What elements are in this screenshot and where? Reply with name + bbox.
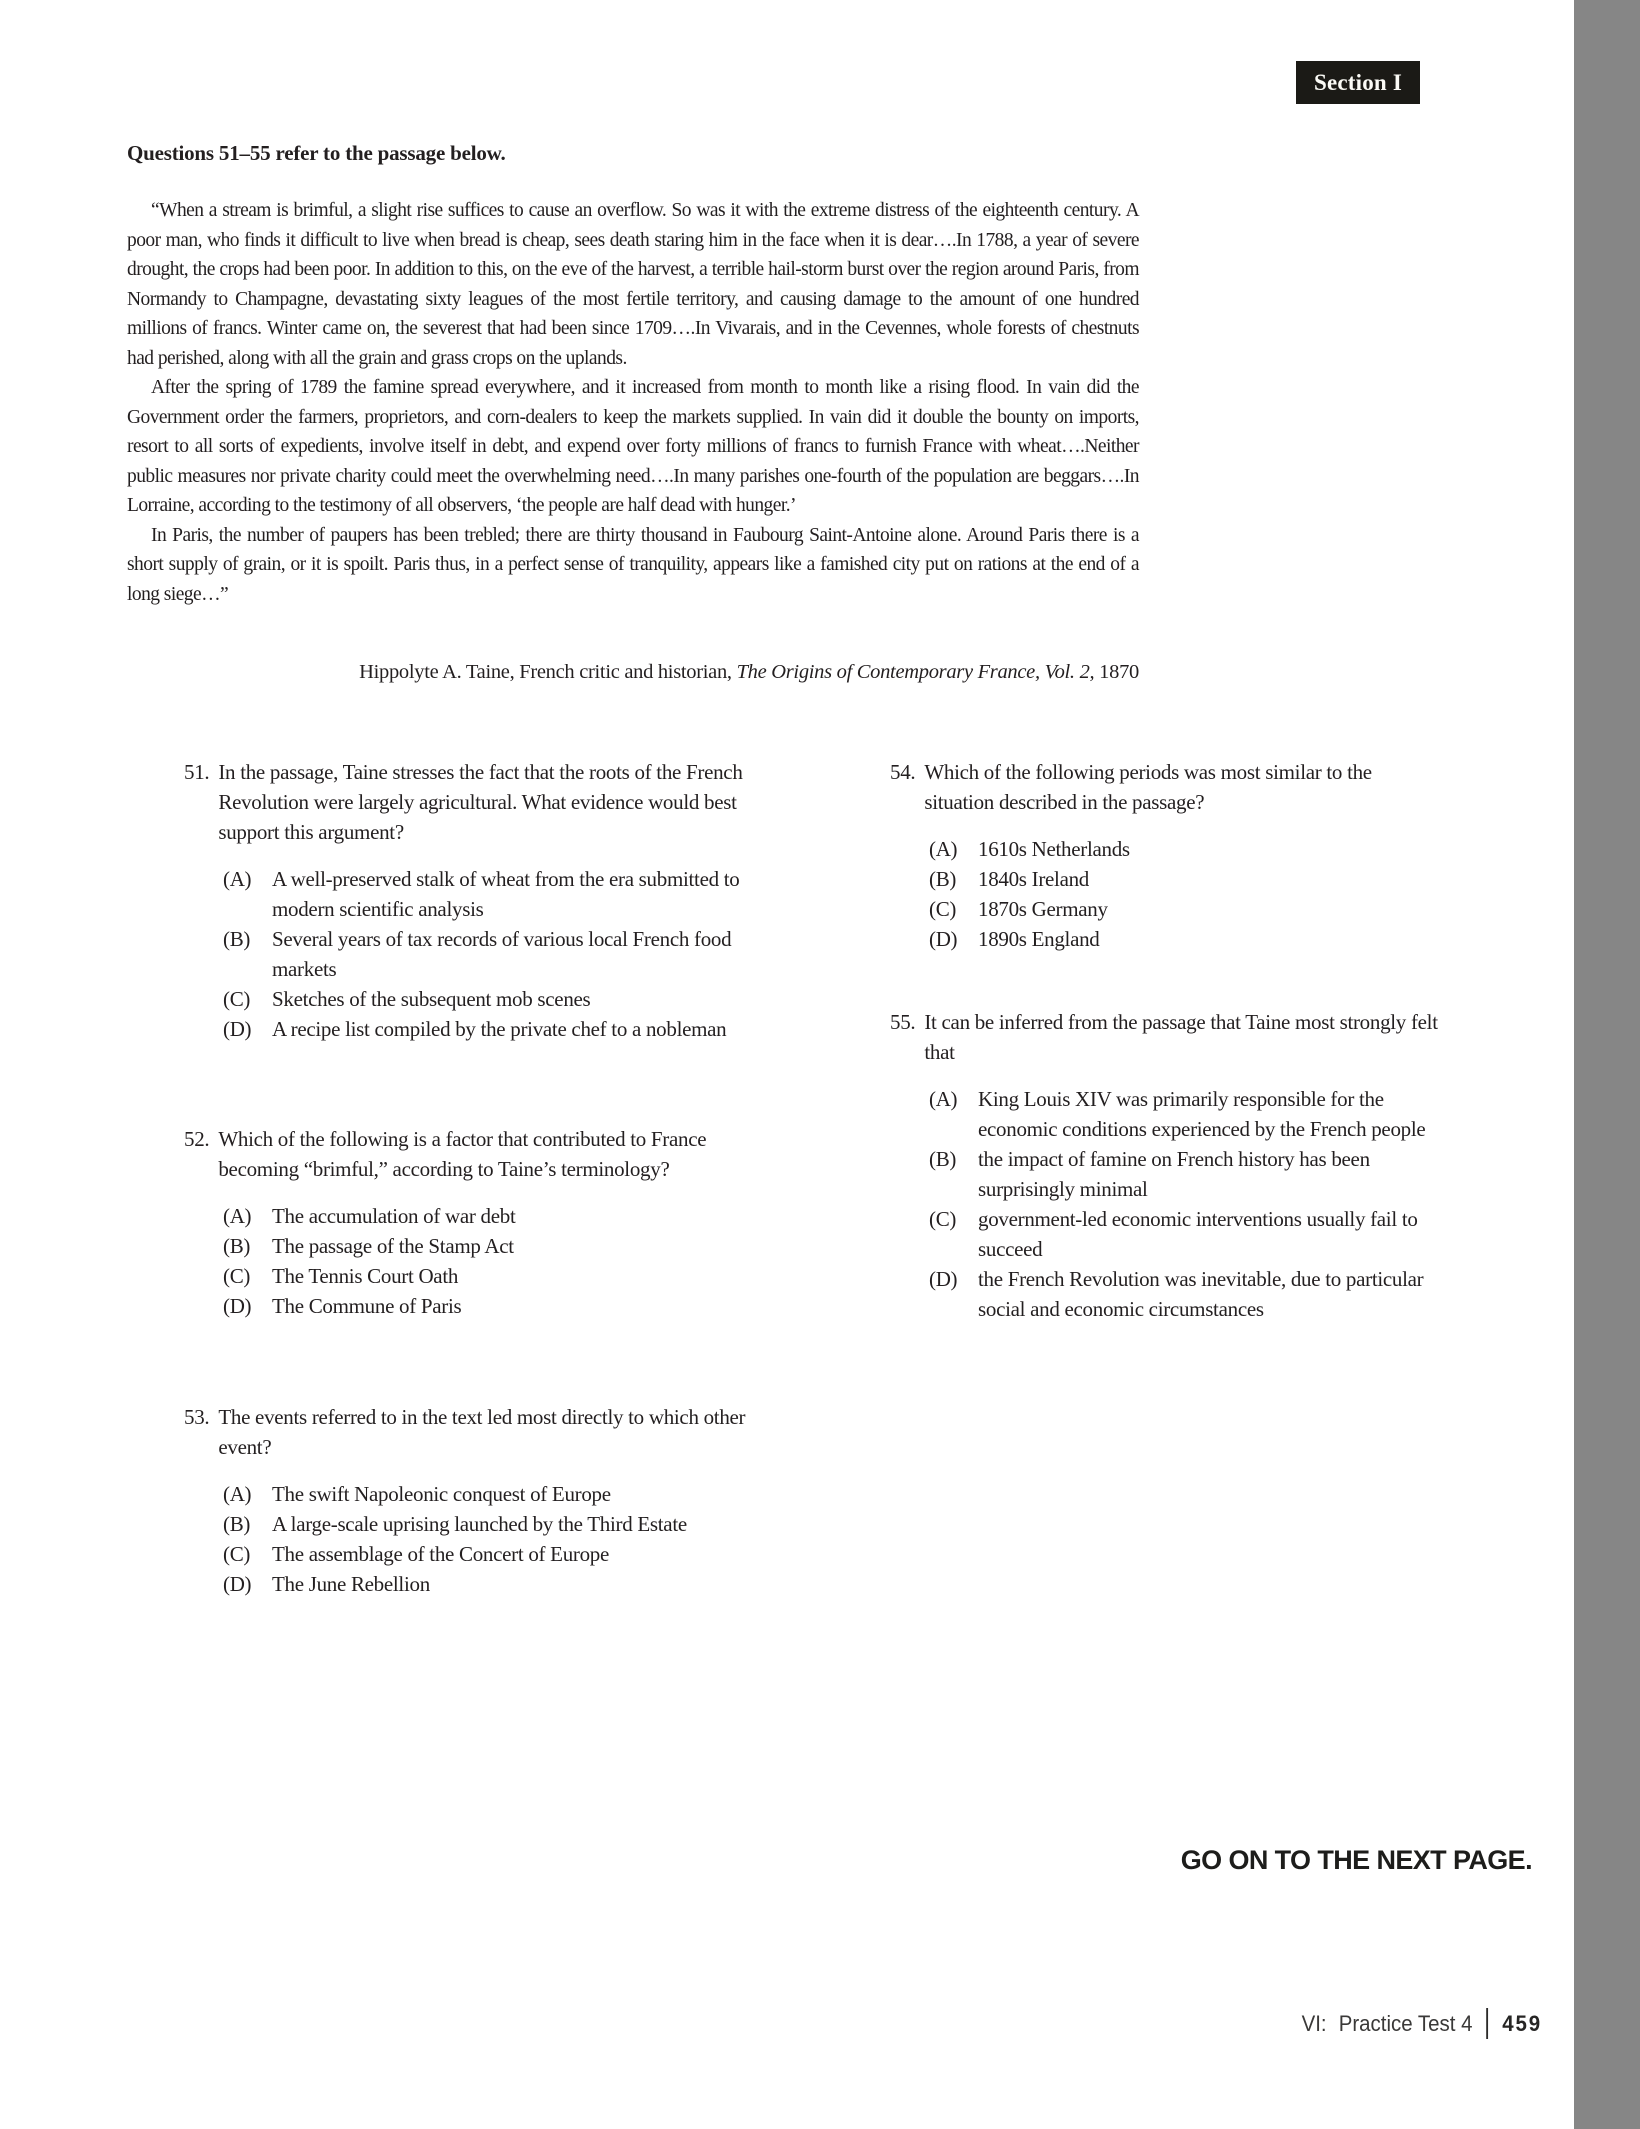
footer-divider <box>1486 2008 1488 2039</box>
answer-option <box>223 1014 773 1044</box>
answer-option <box>929 894 1445 924</box>
question-54 <box>890 757 1445 954</box>
option-text: The swift Napoleonic conquest of Europe <box>272 1482 611 1506</box>
option-text: the French Revolution was inevitable, due to particular social and economic circumstances <box>978 1267 1424 1321</box>
option-text: The June Rebellion <box>272 1572 430 1596</box>
option-letter: (A) <box>223 1204 252 1228</box>
question-options <box>223 1201 773 1321</box>
answer-option <box>223 984 773 1014</box>
option-text: The Tennis Court Oath <box>272 1264 459 1288</box>
answer-option <box>223 1479 773 1509</box>
option-letter: (D) <box>929 1267 958 1291</box>
answer-option <box>929 924 1445 954</box>
answer-option <box>929 834 1445 864</box>
option-letter: (A) <box>929 1087 958 1111</box>
question-number: 52. <box>184 1127 210 1151</box>
question-51 <box>184 757 773 1044</box>
passage <box>127 196 1139 609</box>
answer-option <box>223 1569 773 1599</box>
option-letter: (C) <box>223 987 251 1011</box>
answer-option <box>223 1261 773 1291</box>
question-number: 51. <box>184 760 210 784</box>
answer-option <box>223 864 773 924</box>
question-52 <box>184 1124 773 1321</box>
passage-paragraph: “When a stream is brimful, a slight rise suffices to cause an overflow. So was it with the extreme distress of the eighteenth century. A poor man, who finds it difficult to live when bread is cheap, sees death staring him in the face when it is dear….In 1788, a year of severe drought, the crops had been poor. In addition to this, on the eve of the harvest, a terrible hail-storm burst over the region around Paris, from Normandy to Champagne, devastating sixty leagues of the most fertile territory, and causing damage to the amount of one hundred millions of francs. Winter came on, the severest that had been since 1709….In Vivarais, and in the Cevennes, whole forests of chestnuts had perished, along with all the grain and grass crops on the uplands. <box>127 200 1139 369</box>
question-stem: The events referred to in the text led most directly to which other event? <box>218 1405 746 1459</box>
question-options <box>223 1479 773 1599</box>
attribution-year: 1870 <box>1094 661 1139 683</box>
option-letter: (B) <box>223 1512 251 1536</box>
section-badge <box>1296 61 1420 104</box>
option-letter: (D) <box>223 1572 252 1596</box>
question-stem: In the passage, Taine stresses the fact that the roots of the French Revolution were largely agricultural. What evidence would best support this argument? <box>218 760 743 844</box>
option-letter: (C) <box>223 1264 251 1288</box>
question-stem: Which of the following is a factor that contributed to France becoming “brimful,” according to Taine’s terminology? <box>218 1127 707 1181</box>
option-letter: (B) <box>929 1147 957 1171</box>
footer-page-number: 459 <box>1502 2010 1542 2036</box>
option-letter: (A) <box>223 867 252 891</box>
go-on-notice: GO ON TO THE NEXT PAGE. <box>1180 1845 1532 1875</box>
footer-test-label: Practice Test 4 <box>1338 2010 1473 2036</box>
option-letter: (B) <box>223 927 251 951</box>
option-letter: (A) <box>929 837 958 861</box>
option-text: King Louis XIV was primarily responsible for the economic conditions experienced by the French people <box>978 1087 1426 1141</box>
question-number: 55. <box>890 1010 916 1034</box>
option-letter: (B) <box>929 867 957 891</box>
option-letter: (B) <box>223 1234 251 1258</box>
passage-intro-heading: Questions 51–55 refer to the passage below. <box>127 141 506 165</box>
option-text: The passage of the Stamp Act <box>272 1234 514 1258</box>
option-letter: (D) <box>223 1017 252 1041</box>
page-footer <box>1131 2008 1542 2039</box>
answer-option <box>929 1204 1445 1264</box>
question-options <box>223 864 773 1044</box>
option-letter: (C) <box>223 1542 251 1566</box>
option-letter: (A) <box>223 1482 252 1506</box>
question-stem: It can be inferred from the passage that Taine most strongly felt that <box>924 1010 1438 1064</box>
option-text: A well-preserved stalk of wheat from the era submitted to modern scientific analysis <box>272 867 740 921</box>
answer-option <box>929 1084 1445 1144</box>
option-text: 1840s Ireland <box>978 867 1089 891</box>
passage-attribution <box>127 661 1139 684</box>
answer-option <box>223 1509 773 1539</box>
answer-option <box>929 1264 1445 1324</box>
answer-option <box>223 1539 773 1569</box>
option-text: government-led economic interventions usually fail to succeed <box>978 1207 1418 1261</box>
option-text: the impact of famine on French history has been surprisingly minimal <box>978 1147 1370 1201</box>
attribution-book-title: The Origins of Contemporary France, Vol. 2, <box>736 661 1095 683</box>
option-text: 1890s England <box>978 927 1100 951</box>
option-text: 1870s Germany <box>978 897 1108 921</box>
question-53 <box>184 1402 773 1599</box>
attribution-author: Hippolyte A. Taine, French critic and historian, <box>359 661 737 683</box>
option-text: Several years of tax records of various local French food markets <box>272 927 732 981</box>
answer-option <box>223 924 773 984</box>
answer-option <box>929 1144 1445 1204</box>
question-stem: Which of the following periods was most similar to the situation described in the passage? <box>924 760 1372 814</box>
question-options <box>929 1084 1445 1324</box>
option-text: Sketches of the subsequent mob scenes <box>272 987 591 1011</box>
answer-option <box>223 1201 773 1231</box>
passage-paragraph: After the spring of 1789 the famine spread everywhere, and it increased from month to month like a rising flood. In vain did the Government order the farmers, proprietors, and corn-dealers to keep the markets supplied. In vain did it double the bounty on imports, resort to all sorts of expedients, involve itself in debt, and expend over forty millions of francs to furnish France with wheat….Neither public measures nor private charity could meet the overwhelming need….In many parishes one-fourth of the population are beggars….In Lorraine, according to the testimony of all observers, ‘the people are half dead with hunger.’ <box>127 377 1139 516</box>
option-letter: (C) <box>929 897 957 921</box>
option-text: The Commune of Paris <box>272 1294 462 1318</box>
question-options <box>929 834 1445 954</box>
answer-option <box>223 1231 773 1261</box>
option-letter: (C) <box>929 1207 957 1231</box>
footer-section-label: VI: <box>1301 2010 1327 2036</box>
option-text: 1610s Netherlands <box>978 837 1130 861</box>
answer-option <box>223 1291 773 1321</box>
option-text: The assemblage of the Concert of Europe <box>272 1542 610 1566</box>
option-text: The accumulation of war debt <box>272 1204 516 1228</box>
option-text: A recipe list compiled by the private chef to a nobleman <box>272 1017 727 1041</box>
section-badge-label: Section I <box>1313 69 1403 95</box>
page-edge-bar <box>1574 0 1640 2129</box>
answer-option <box>929 864 1445 894</box>
question-number: 53. <box>184 1405 210 1429</box>
question-number: 54. <box>890 760 916 784</box>
option-letter: (D) <box>929 927 958 951</box>
option-text: A large-scale uprising launched by the Third Estate <box>272 1512 687 1536</box>
question-55 <box>890 1007 1445 1324</box>
passage-paragraph: In Paris, the number of paupers has been trebled; there are thirty thousand in Faubourg Saint-Antoine alone. Around Paris there is a short supply of grain, or it is spoilt. Paris thus, in a perfect sense of tranquility, appears like a famished city put on rations at the end of a long siege…” <box>127 524 1139 605</box>
option-letter: (D) <box>223 1294 252 1318</box>
